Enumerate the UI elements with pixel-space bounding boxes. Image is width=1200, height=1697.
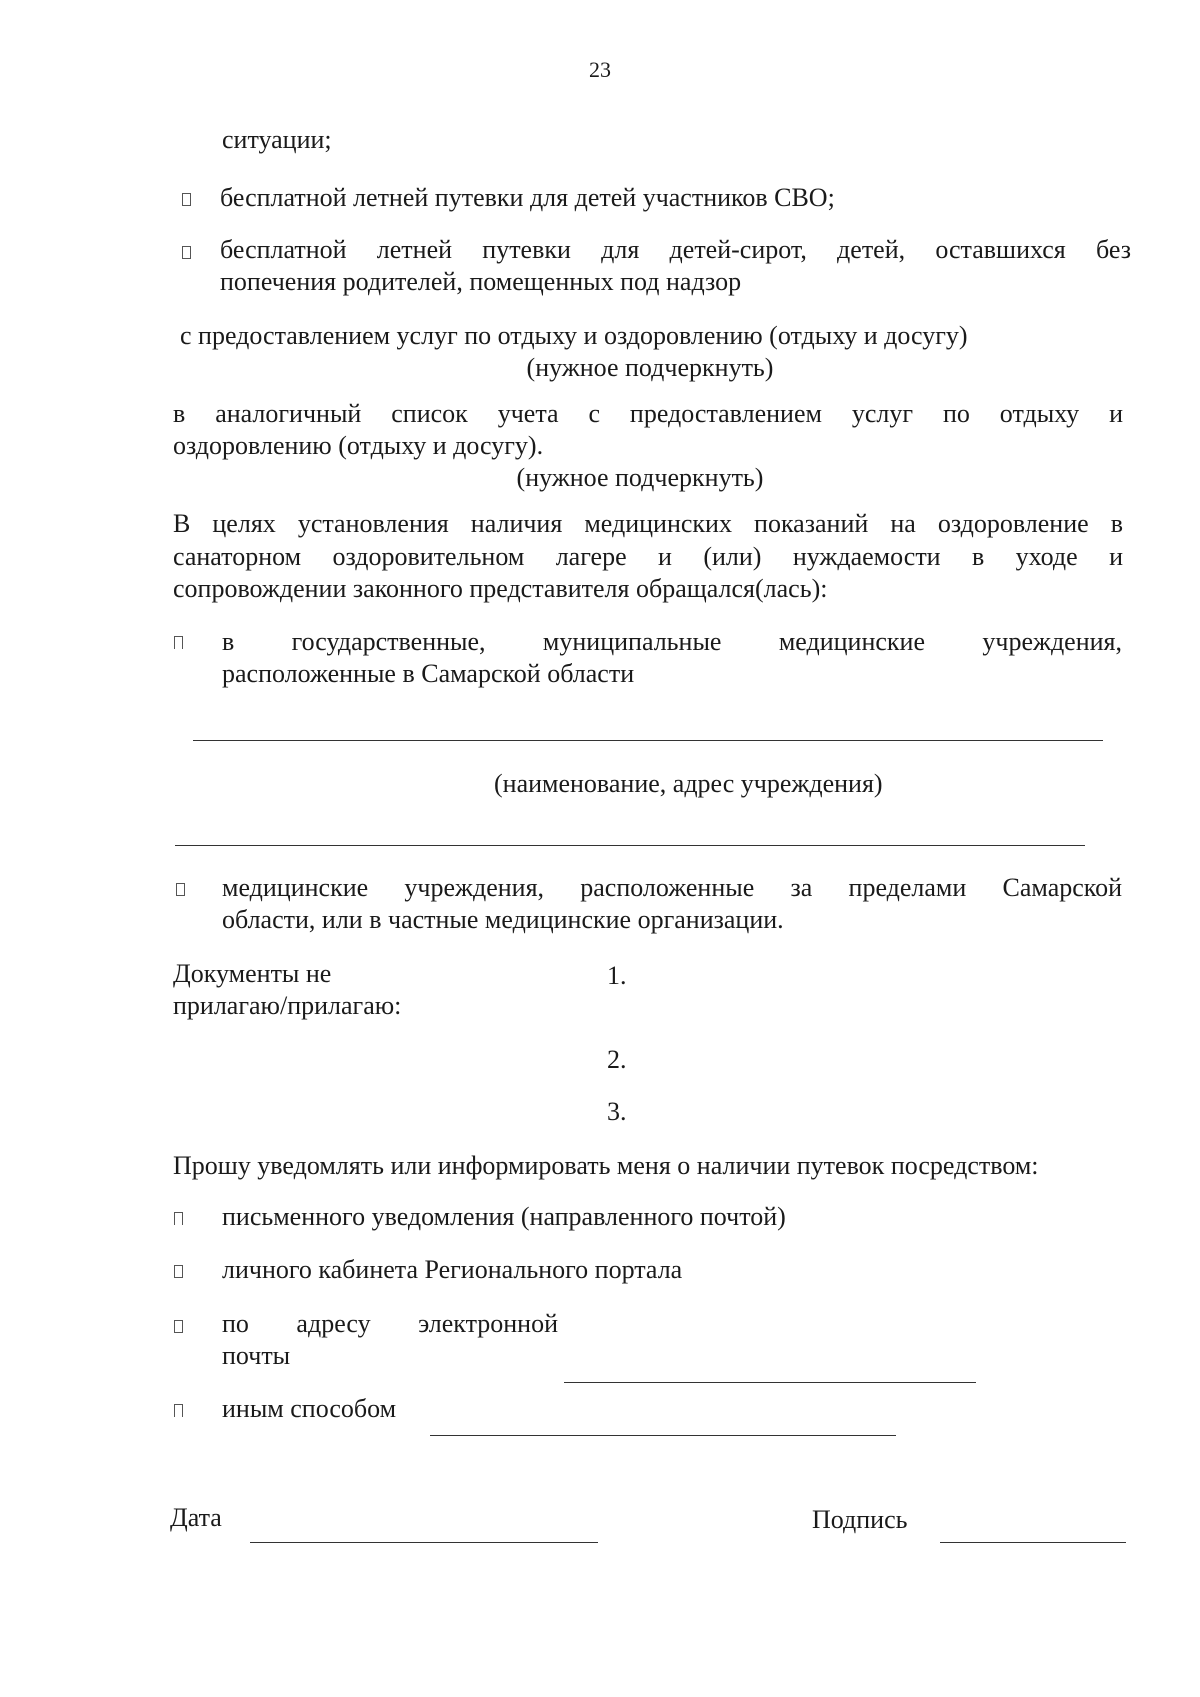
- medical-paragraph-line1: В целях установления наличия медицинских показаний на оздоровление в: [173, 509, 1123, 538]
- option-orphans-line1: бесплатной летней путевки для детей-сирот, детей, оставшихся без: [220, 235, 1131, 264]
- documents-item-3: 3.: [607, 1097, 627, 1126]
- date-line[interactable]: [250, 1542, 598, 1543]
- underline-hint-2: (нужное подчеркнуть): [516, 463, 764, 492]
- option-state-medical-line2: расположенные в Самарской области: [222, 659, 635, 688]
- documents-label-line1: Документы не: [173, 959, 332, 988]
- checkbox-notify-portal[interactable]: [174, 1265, 183, 1278]
- checkbox-notify-mail[interactable]: [174, 1212, 183, 1225]
- checkbox-other-medical[interactable]: [176, 883, 185, 896]
- option-other-medical-line1: медицинские учреждения, расположенные за пределами Самарской: [222, 873, 1122, 902]
- page-number: 23: [589, 57, 611, 82]
- checkbox-orphans[interactable]: [182, 246, 191, 259]
- notify-email-line1: по адресу электронной: [222, 1309, 558, 1338]
- analog-list-line2: оздоровлению (отдыху и досугу).: [173, 431, 544, 460]
- documents-label-line2: прилагаю/прилагаю:: [173, 991, 402, 1020]
- other-method-line[interactable]: [430, 1435, 896, 1436]
- institution-line-1[interactable]: [193, 740, 1103, 741]
- notify-mail-text: письменного уведомления (направленного почтой): [222, 1202, 786, 1231]
- notify-portal-text: личного кабинета Регионального портала: [222, 1255, 683, 1284]
- notify-request: Прошу уведомлять или информировать меня о наличии путевок посредством:: [173, 1151, 1039, 1180]
- option-state-medical-line1: в государственные, муниципальные медицинские учреждения,: [222, 627, 1122, 656]
- analog-list-line1: в аналогичный список учета с предоставлением услуг по отдыху и: [173, 399, 1123, 428]
- institution-caption: (наименование, адрес учреждения): [494, 769, 883, 798]
- checkbox-state-medical[interactable]: [174, 636, 183, 649]
- documents-item-1: 1.: [607, 961, 627, 990]
- option-other-medical-line2: области, или в частные медицинские организации.: [222, 905, 784, 934]
- notify-other-text: иным способом: [222, 1394, 397, 1423]
- notify-email-line2: почты: [222, 1341, 291, 1370]
- continuation-text: ситуации;: [222, 125, 332, 154]
- checkbox-notify-email[interactable]: [174, 1320, 183, 1333]
- checkbox-svo[interactable]: [182, 193, 191, 206]
- checkbox-notify-other[interactable]: [174, 1404, 183, 1417]
- email-address-line[interactable]: [564, 1382, 976, 1383]
- institution-line-2[interactable]: [175, 845, 1085, 846]
- signature-line[interactable]: [940, 1542, 1126, 1543]
- date-label: Дата: [170, 1503, 222, 1532]
- underline-hint-1: (нужное подчеркнуть): [526, 353, 774, 382]
- option-svo-text: бесплатной летней путевки для детей участников СВО;: [220, 183, 835, 212]
- option-orphans-line2: попечения родителей, помещенных под надзор: [220, 267, 742, 296]
- medical-paragraph-line3: сопровождении законного представителя обращался(лась):: [173, 574, 828, 603]
- services-line: с предоставлением услуг по отдыху и оздоровлению (отдыху и досугу): [180, 321, 968, 350]
- documents-item-2: 2.: [607, 1045, 627, 1074]
- medical-paragraph-line2: санаторном оздоровительном лагере и (или) нуждаемости в уходе и: [173, 542, 1123, 571]
- signature-label: Подпись: [812, 1505, 908, 1534]
